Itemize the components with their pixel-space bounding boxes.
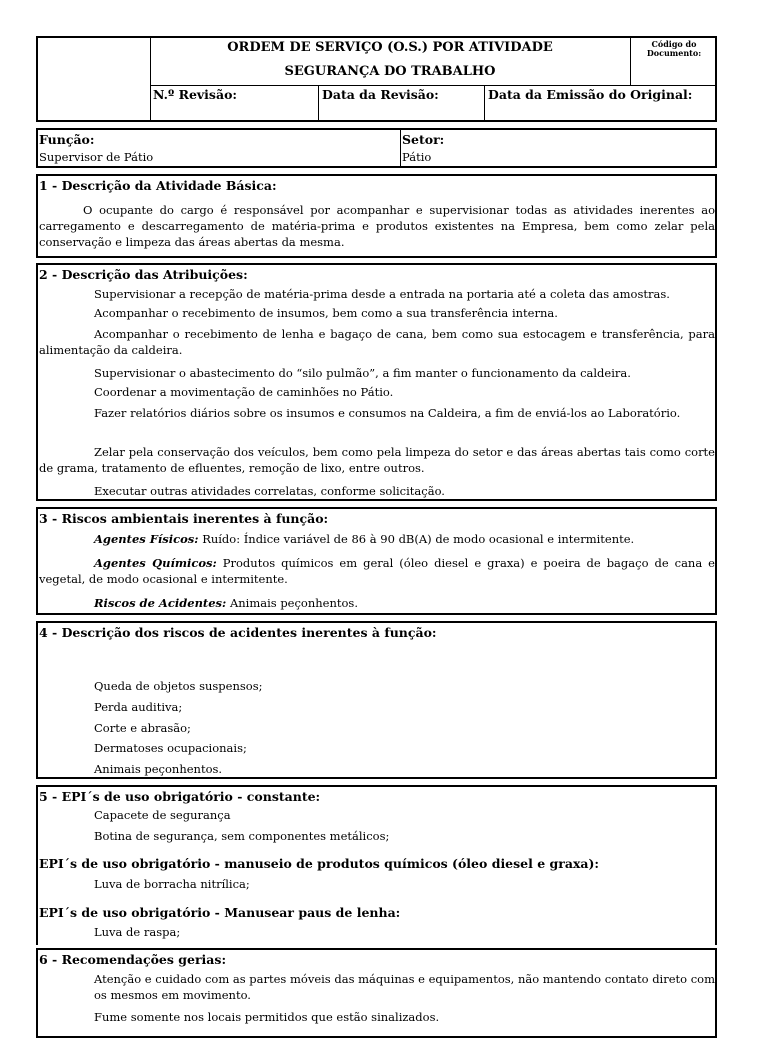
section-5-sub1-title: EPI´s de uso obrigatório - manuseio de produtos químicos (óleo diesel e graxa):: [39, 856, 600, 871]
agentes-quimicos-text: Produtos químicos em geral (óleo diesel e graxa) e poeira de bagaço de cana e vegetal, de modo ocasional e intermitente.: [39, 556, 715, 586]
section-6-item: Fume somente nos locais permitidos que estão sinalizados.: [94, 1010, 440, 1024]
section-3-box: [36, 507, 717, 615]
section-2-item: Supervisionar o abastecimento do “silo pulmão”, a fim manter o funcionamento da caldeira.: [94, 366, 631, 380]
section-4-item: Animais peçonhentos.: [94, 762, 223, 776]
riscos-acidentes-line: [94, 595, 715, 611]
riscos-acidentes-text: Animais peçonhentos.: [229, 596, 358, 610]
section-4-item: Corte e abrasão;: [94, 721, 191, 735]
agentes-quimicos-line: [39, 555, 715, 587]
section-6-item: Atenção e cuidado com as partes móveis das máquinas e equipamentos, não mantendo contato direto com os mesmos em movimento.: [94, 972, 716, 1002]
section-1-title: 1 - Descrição da Atividade Básica:: [39, 178, 277, 193]
data-revisao-label: Data da Revisão:: [322, 87, 439, 102]
header-box: [36, 36, 717, 122]
section-5-item: Capacete de segurança: [94, 808, 231, 822]
section-2-item: Executar outras atividades correlatas, conforme solicitação.: [94, 484, 445, 498]
section-4-title: 4 - Descrição dos riscos de acidentes inerentes à função:: [39, 625, 437, 640]
agentes-fisicos-label: Agentes Físicos:: [94, 532, 199, 546]
section-4-box: [36, 621, 717, 779]
section-2-item: Coordenar a movimentação de caminhões no Pátio.: [94, 385, 394, 399]
section-5-box: [36, 785, 717, 945]
codigo-label-line1: Código do: [651, 39, 697, 49]
section-1-text: O ocupante do cargo é responsável por acompanhar e supervisionar todas as atividades inerentes ao carregamento e descarregamento de matéria-prima e produtos existentes na Empresa, bem como zelar pela conservação e limpeza das áreas abertas da mesma.: [39, 203, 715, 249]
section-2-item: Zelar pela conservação dos veículos, bem como pela limpeza do setor e das áreas abertas tais como corte de grama, tratamento de efluentes, remoção de lixo, entre outros.: [39, 445, 715, 475]
section-4-item: Perda auditiva;: [94, 700, 183, 714]
setor-label: Setor:: [402, 132, 445, 147]
data-emissao-label: Data da Emissão do Original:: [488, 87, 693, 102]
agentes-quimicos-label: Agentes Químicos:: [94, 556, 217, 570]
info-box: [36, 128, 717, 168]
section-6-box: [36, 948, 717, 1038]
section-6-title: 6 - Recomendações gerias:: [39, 952, 227, 967]
section-1-box: [36, 174, 717, 258]
section-3-title: 3 - Riscos ambientais inerentes à função:: [39, 511, 329, 526]
section-2-item: Fazer relatórios diários sobre os insumos e consumos na Caldeira, a fim de enviá-los ao Laboratório.: [94, 406, 681, 420]
section-5-sub2-item: Luva de raspa;: [94, 925, 181, 939]
section-4-item: Dermatoses ocupacionais;: [94, 741, 247, 755]
funcao-label: Função:: [39, 132, 95, 147]
section-4-item: Queda de objetos suspensos;: [94, 679, 263, 693]
document-title-line1: ORDEM DE SERVIÇO (O.S.) POR ATIVIDADE: [227, 40, 553, 55]
document-title-line2: SEGURANÇA DO TRABALHO: [284, 64, 496, 79]
section-5-item: Botina de segurança, sem componentes metálicos;: [94, 829, 390, 843]
section-2-item: Supervisionar a recepção de matéria-prima desde a entrada na portaria até a coleta das amostras.: [94, 287, 670, 301]
revisao-label: N.º Revisão:: [153, 87, 238, 102]
section-5-title: 5 - EPI´s de uso obrigatório - constante:: [39, 789, 321, 804]
agentes-fisicos-text: Ruído: Índice variável de 86 à 90 dB(A) de modo ocasional e intermitente.: [202, 532, 635, 546]
section-5-sub1-item: Luva de borracha nitrílica;: [94, 877, 250, 891]
section-2-item: Acompanhar o recebimento de lenha e bagaço de cana, bem como sua estocagem e transferência, para alimentação da caldeira.: [39, 327, 715, 357]
setor-value: Pátio: [402, 150, 432, 164]
funcao-value: Supervisor de Pátio: [39, 150, 154, 164]
codigo-label-line2: Documento:: [646, 48, 702, 58]
riscos-acidentes-label: Riscos de Acidentes:: [94, 596, 227, 610]
section-2-item: Acompanhar o recebimento de insumos, bem como a sua transferência interna.: [94, 306, 558, 320]
section-5-sub2-title: EPI´s de uso obrigatório - Manusear paus de lenha:: [39, 905, 401, 920]
agentes-fisicos-line: [94, 531, 715, 547]
section-2-title: 2 - Descrição das Atribuições:: [39, 267, 248, 282]
section-2-box: [36, 263, 717, 501]
